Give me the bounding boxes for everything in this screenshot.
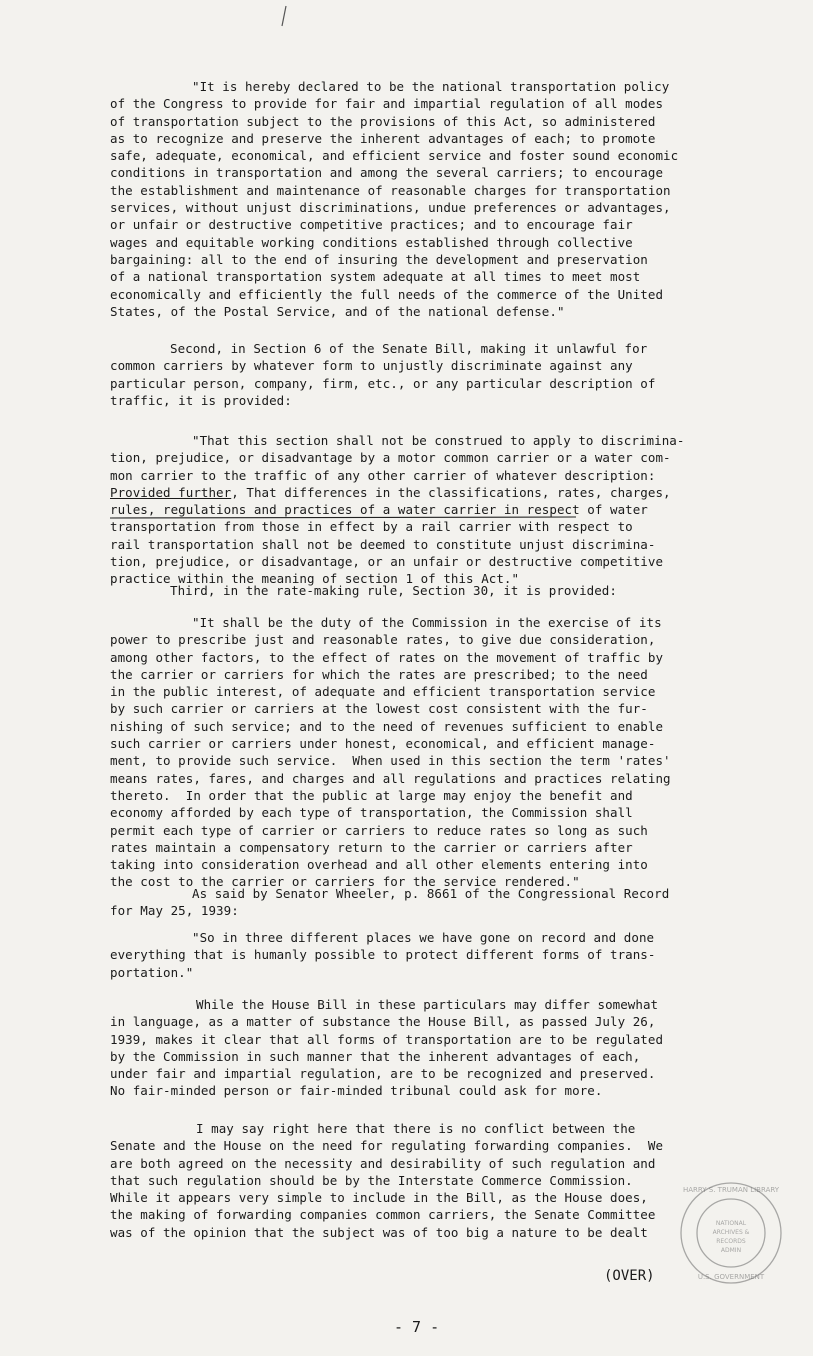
text-line: by the Commission in such manner that the inherent advantages of each, (110, 1048, 641, 1064)
text-line: thereto. In order that the public at large may enjoy the benefit and (110, 787, 633, 803)
text-line: bargaining: all to the end of insuring the development and preservation (110, 251, 648, 267)
text-line: Second, in Section 6 of the Senate Bill, making it unlawful for (170, 341, 648, 356)
text-line: particular person, company, firm, etc., or any particular description of (110, 375, 656, 391)
text-line: everything that is humanly possible to protect different forms of trans- (110, 947, 656, 963)
text-line: in the public interest, of adequate and efficient transportation service (110, 684, 656, 700)
text-line: was of the opinion that the subject was of too big a nature to be dealt (110, 1224, 648, 1240)
text-line: nishing of such service; and to the need of revenues sufficient to enable (110, 718, 664, 734)
text-line: rail transportation shall not be deemed to constitute unjust discrimina- (110, 536, 656, 552)
text-line: services, without unjust discriminations, undue preferences or advantages, (110, 200, 671, 216)
text-line: "That this section shall not be construed to apply to discrimina- (192, 433, 685, 448)
text-line: "It shall be the duty of the Commission in the exercise of its (192, 615, 662, 630)
text-line: of transportation subject to the provisions of this Act, so administered (110, 113, 656, 129)
text-line: of the Congress to provide for fair and impartial regulation of all modes (110, 96, 664, 112)
text-line: under fair and impartial regulation, are to be recognized and preserved. (110, 1066, 656, 1082)
text-line: States, of the Postal Service, and of the national defense." (110, 303, 565, 319)
over-label: (OVER) (604, 1268, 655, 1284)
text-line: permit each type of carrier or carriers to reduce rates so long as such (110, 822, 648, 838)
second-paragraph (110, 340, 728, 409)
text-line: "It is hereby declared to be the national transportation policy (192, 79, 670, 94)
text-line: the cost to the carrier or carriers for the service rendered." (110, 874, 580, 890)
text-line: common carriers by whatever form to unjustly discriminate against any (110, 358, 633, 374)
text-line: means rates, fares, and charges and all regulations and practices relating (110, 770, 671, 786)
text-line: safe, adequate, economical, and efficient service and foster sound economic (110, 148, 679, 164)
text-line: practice within the meaning of section 1 of this Act." (110, 571, 520, 587)
text-line: rates maintain a compensatory return to the carrier or carriers after (110, 839, 633, 855)
text-line: as to recognize and preserve the inherent advantages of each; to promote (110, 130, 656, 146)
svg-text:ADMIN: ADMIN (720, 1247, 742, 1254)
text-line: While it appears very simple to include in the Bill, as the House does, (110, 1190, 648, 1206)
text-line: economically and efficiently the full needs of the commerce of the United (110, 286, 664, 302)
text-line: of a national transportation system adequate at all times to meet most (110, 269, 641, 285)
text-line: 1939, makes it clear that all forms of transportation are to be regulated (110, 1031, 664, 1047)
policy-quote (110, 78, 728, 320)
text-line: rules, regulations and practices of a water carrier in respect of water (110, 502, 648, 518)
text-line: tion, prejudice, or disadvantage by a motor common carrier or a water com- (110, 450, 671, 466)
text-line: Third, in the rate-making rule, Section 30, it is provided: (170, 583, 617, 598)
text-line: are both agreed on the necessity and desirability of such regulation and (110, 1155, 656, 1171)
forwarding-paragraph (110, 1120, 728, 1241)
svg-text:HARRY S. TRUMAN LIBRARY: HARRY S. TRUMAN LIBRARY (682, 1186, 780, 1194)
house-bill-paragraph (110, 996, 728, 1100)
text-line: traffic, it is provided: (110, 392, 292, 408)
text-line: mon carrier to the traffic of any other carrier of whatever description: (110, 467, 656, 483)
text-line: portation." (110, 964, 194, 980)
provided-further: Provided further (110, 484, 232, 500)
svg-text:RECORDS: RECORDS (716, 1238, 746, 1245)
text-line: As said by Senator Wheeler, p. 8661 of the Congressional Record (192, 886, 670, 901)
text-line: in language, as a matter of substance the House Bill, as passed July 26, (110, 1014, 656, 1030)
text-line: such carrier or carriers under honest, economical, and efficient manage- (110, 736, 656, 752)
text-line: the making of forwarding companies common carriers, the Senate Committee (110, 1207, 656, 1223)
text-line: transportation from those in effect by a rail carrier with respect to (110, 519, 633, 535)
text-line: for May 25, 1939: (110, 903, 239, 919)
text-line: wages and equitable working conditions established through collective (110, 234, 633, 250)
pen-mark (278, 4, 290, 28)
text-line: taking into consideration overhead and all other elements entering into (110, 857, 648, 873)
section6-quote (110, 432, 728, 588)
text-line: the carrier or carriers for which the rates are prescribed; to the need (110, 666, 648, 682)
text-line: or unfair or destructive competitive practices; and to encourage fair (110, 217, 633, 233)
text-line: conditions in transportation and among the several carriers; to encourage (110, 165, 664, 181)
text-line: While the House Bill in these particulars may differ somewhat (196, 997, 659, 1012)
archive-stamp (676, 1178, 786, 1288)
text-line: I may say right here that there is no conflict between the (196, 1121, 636, 1136)
hand-underline (108, 515, 578, 521)
third-paragraph (110, 582, 728, 599)
wheeler-paragraph (110, 885, 728, 920)
text-line: Provided further, That differences in the classifications, rates, charges, (110, 484, 671, 500)
text-line: by such carrier or carriers at the lowest cost consistent with the fur- (110, 701, 648, 717)
text-line: power to prescribe just and reasonable rates, to give due consideration, (110, 632, 656, 648)
text-line: among other factors, to the effect of rates on the movement of traffic by (110, 649, 664, 665)
text-line: Senate and the House on the need for regulating forwarding companies. We (110, 1138, 664, 1154)
text-line: tion, prejudice, or disadvantage, or an unfair or destructive competitive (110, 554, 664, 570)
page-number: - 7 - (394, 1318, 440, 1336)
svg-text:U.S. GOVERNMENT: U.S. GOVERNMENT (697, 1273, 765, 1281)
svg-text:ARCHIVES &: ARCHIVES & (712, 1229, 750, 1236)
svg-text:NATIONAL: NATIONAL (715, 1220, 747, 1227)
text-line: No fair-minded person or fair-minded tribunal could ask for more. (110, 1083, 603, 1099)
text-line: ment, to provide such service. When used in this section the term 'rates' (110, 753, 671, 769)
text-line: economy afforded by each type of transportation, the Commission shall (110, 805, 633, 821)
text-line: the establishment and maintenance of reasonable charges for transportation (110, 182, 671, 198)
wheeler-quote (110, 929, 728, 981)
text-line: that such regulation should be by the Interstate Commerce Commission. (110, 1172, 633, 1188)
section30-quote (110, 614, 728, 891)
text-line: "So in three different places we have gone on record and done (192, 930, 655, 945)
